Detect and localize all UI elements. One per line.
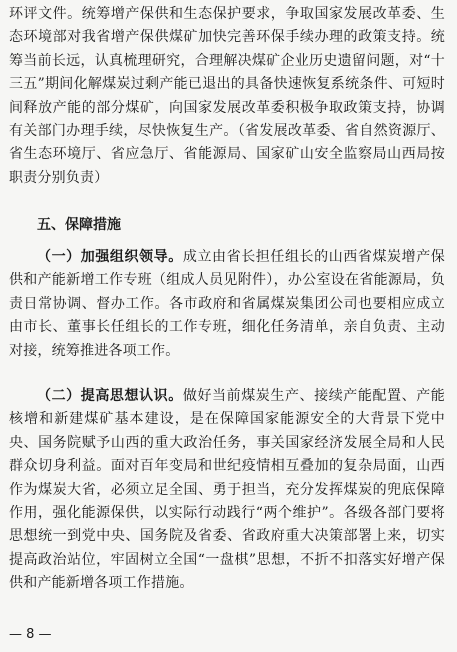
paragraph-awareness: [9, 385, 445, 596]
subsection-text-organization: 成立由省长担任组长的山西省煤炭增产保供和产能新增工作专班（组成人员见附件），办公室设在省能源局，负责日常协调、督办工作。各市政府和省属煤炭集团公司也要相应成立由市长、董事长任组长的工作专班，细化任务清单，亲自负责、主动对接，统筹推进各项工作。: [9, 249, 446, 359]
paragraph-organization: [9, 246, 445, 363]
subsection-text-awareness: 做好当前煤炭生产、接续产能配置、产能核增和新建煤矿基本建设，是在保障国家能源安全的大背景下党中央、国务院赋予山西的重大政治任务，事关国家经济发展全局和人民群众切身利益。面对百年变局和世纪疫情相互叠加的复杂局面，山西作为煤炭大省，必须立足全国、勇于担当，充分发挥煤炭的兜底保障作用，强化能源保供，以实际行动践行“两个维护”。各级各部门要将思想统一到党中央、国务院及省委、省政府重大决策部署上来，切实提高政治站位，牢固树立全国“一盘棋”思想，不折不扣落实好增产保供和产能新增各项工作措施。: [9, 388, 446, 592]
subsection-label-organization: （一）加强组织领导。: [37, 249, 183, 265]
page-number: — 8 —: [9, 627, 52, 642]
section-title: 五、保障措施: [37, 217, 121, 233]
subsection-label-awareness: （二）提高思想认识。: [37, 388, 183, 404]
paragraph-environmental-policy: 环评文件。统筹增产保供和生态保护要求，争取国家发展改革委、生态环境部对我省增产保供煤矿加快完善环保手续办理的政策支持。统筹当前长远，认真梳理研究，合理解决煤矿企业历史遗留问题，对“十三五”期间化解煤炭过剩产能已退出的具备快速恢复系统条件、可短时间释放产能的部分煤矿，向国家发展改革委积极争取政策支持，协调有关部门办理手续，尽快恢复生产。（省发展改革委、省自然资源厅、省生态环境厅、省应急厅、省能源局、国家矿山安全监察局山西局按职责分别负责）: [9, 6, 445, 186]
